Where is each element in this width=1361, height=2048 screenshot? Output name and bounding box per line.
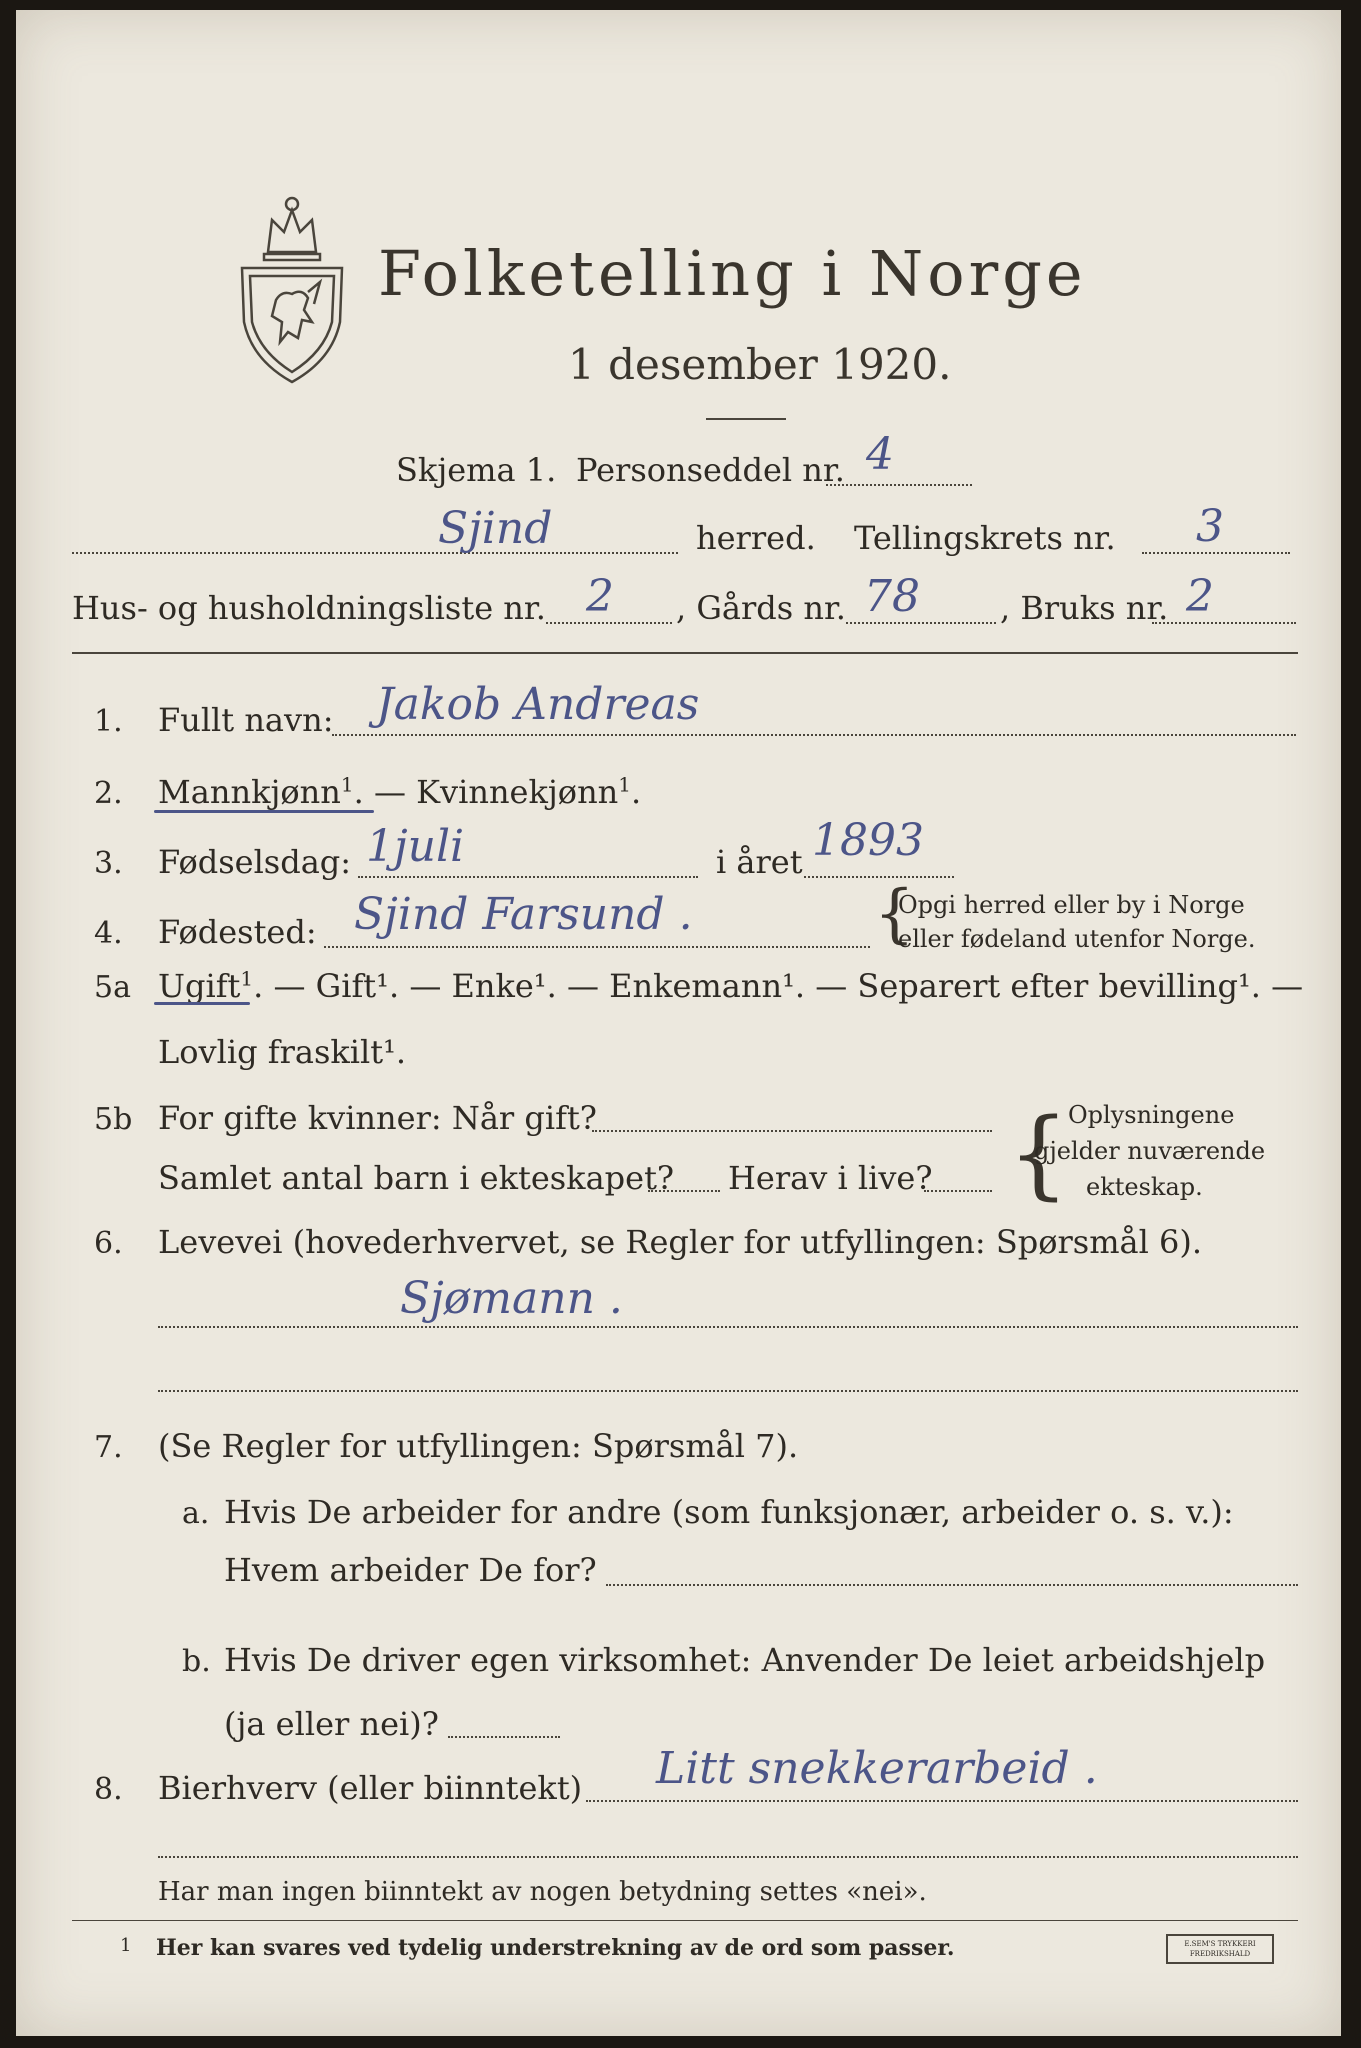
ugift-option[interactable]: Ugift [158,967,241,1005]
footnote-ref: 1 [240,966,254,991]
male-underline [154,810,374,813]
birthdate-field[interactable] [358,876,698,878]
occupation-field-2[interactable] [158,1390,1298,1392]
form-title: Folketelling i Norge [378,237,1087,310]
tellingskrets-label: Tellingskrets nr. [854,519,1116,557]
herred-value: Sjind [438,503,553,554]
title-divider [706,418,786,420]
birthplace-field[interactable] [324,946,870,948]
footer-note: Har man ingen biinntekt av nogen betydning settes «nei». [158,1877,927,1907]
q5b-alive-label: Herav i live? [728,1159,933,1197]
ugift-underline [154,1002,250,1005]
header-divider [72,652,1298,654]
marital-other-options[interactable]: . — Gift¹. — Enke¹. — Enkemann¹. — Separert efter bevilling¹. — [253,967,1304,1005]
q1-number: 1. [94,704,123,739]
full-name-value: Jakob Andreas [376,679,700,730]
side-income-field-2[interactable] [158,1856,1298,1858]
q5b-children-label: Samlet antal barn i ekteskapet? [158,1159,675,1197]
q5b-note-line1: Oplysningene [1068,1101,1235,1129]
q3-number: 3. [94,846,123,881]
q5a-line2[interactable]: Lovlig fraskilt¹. [158,1033,407,1071]
q4-label: Fødested: [158,913,317,951]
personseddel-value: 4 [866,429,894,480]
norway-coat-of-arms-icon [228,182,356,392]
employer-field[interactable] [606,1584,1298,1586]
q4-note-brace: { [874,877,915,951]
q5b-note-line2: gjelder nuværende [1034,1137,1266,1165]
birthdate-value: 1juli [366,821,465,872]
q4-number: 4. [94,916,123,951]
q7a-line2: Hvem arbeider De for? [224,1551,597,1589]
q6-number: 6. [94,1226,123,1261]
q5a-number: 5a [94,970,131,1005]
tellingskrets-value: 3 [1196,501,1224,552]
census-form-sheet [16,10,1341,2036]
q7-number: 7. [94,1430,123,1465]
birthyear-value: 1893 [812,815,924,866]
q8-label: Bierhverv (eller biinntekt) [158,1769,583,1807]
q5b-note-line3: ekteskap. [1086,1173,1203,1201]
q2-options [158,772,641,812]
children-alive-field[interactable] [924,1190,992,1192]
schema-label: Skjema 1. [396,451,557,489]
q7b-line2: (ja eller nei)? [224,1705,439,1743]
q4-note-line1: Opgi herred eller by i Norge [898,891,1245,919]
q5b-number: 5b [94,1102,133,1137]
husholdningsliste-value: 2 [586,571,614,622]
occupation-field-1[interactable] [158,1326,1298,1328]
q1-label: Fullt navn: [158,701,334,739]
q7a-letter: a. [182,1496,210,1531]
printer-stamp: E.SEM'S TRYKKERI FREDRIKSHALD [1166,1934,1274,1964]
side-income-value: Litt snekkerarbeid . [656,1743,1098,1794]
q2-number: 2. [94,776,123,811]
bruks-value: 2 [1186,571,1214,622]
tellingskrets-field[interactable] [1142,552,1290,554]
q5b-line1: For gifte kvinner: Når gift? [158,1099,597,1137]
side-income-field[interactable] [586,1800,1298,1802]
q3-label: Fødselsdag: [158,843,352,881]
q4-note-line2: eller fødeland utenfor Norge. [898,925,1256,953]
q6-label: Levevei (hovederhvervet, se Regler for utfyllingen: Spørsmål 6). [158,1223,1203,1261]
footnote-text: Her kan svares ved tydelig understrekning av de ord som passer. [156,1935,955,1961]
gards-label: , Gårds nr. [676,589,846,627]
hired-help-field[interactable] [448,1736,560,1738]
personseddel-field[interactable] [826,484,972,486]
q3-year-label: i året [716,843,803,881]
bruks-label: , Bruks nr. [1000,589,1169,627]
q7-label: (Se Regler for utfyllingen: Spørsmål 7). [158,1427,799,1465]
personseddel-label: Personseddel nr. [576,451,845,489]
footnote-ref: 1 [618,772,632,797]
herred-label: herred. [696,519,816,557]
male-option[interactable]: Mannkjønn [158,773,341,811]
gender-end: . [631,773,642,811]
q7a-line1: Hvis De arbeider for andre (som funksjonær, arbeider o. s. v.): [224,1493,1234,1531]
q7b-line1: Hvis De driver egen virksomhet: Anvender De leiet arbeidshjelp [224,1641,1266,1679]
q7b-letter: b. [182,1644,211,1679]
bruks-field[interactable] [1152,622,1296,624]
gards-field[interactable] [846,622,996,624]
herred-field[interactable] [72,552,678,554]
husholdningsliste-label: Hus- og husholdningsliste nr. [72,589,546,627]
husholdningsliste-field[interactable] [546,622,672,624]
q5b-note-brace: { [1008,1098,1070,1210]
female-option[interactable]: Kvinnekjønn [416,773,619,811]
census-date: 1 desember 1920. [568,340,952,389]
footnote-mark: 1 [120,1935,132,1956]
gards-value: 78 [864,571,920,622]
full-name-field[interactable] [332,734,1296,736]
gender-separator: . — [353,773,417,811]
q5a-options [158,966,1303,1006]
footnote-ref: 1 [340,772,354,797]
footer-divider [72,1920,1298,1921]
occupation-value: Sjømann . [400,1273,623,1324]
when-married-field[interactable] [592,1130,992,1132]
children-count-field[interactable] [648,1190,720,1192]
birthplace-value: Sjind Farsund . [354,889,693,940]
q8-number: 8. [94,1772,123,1807]
